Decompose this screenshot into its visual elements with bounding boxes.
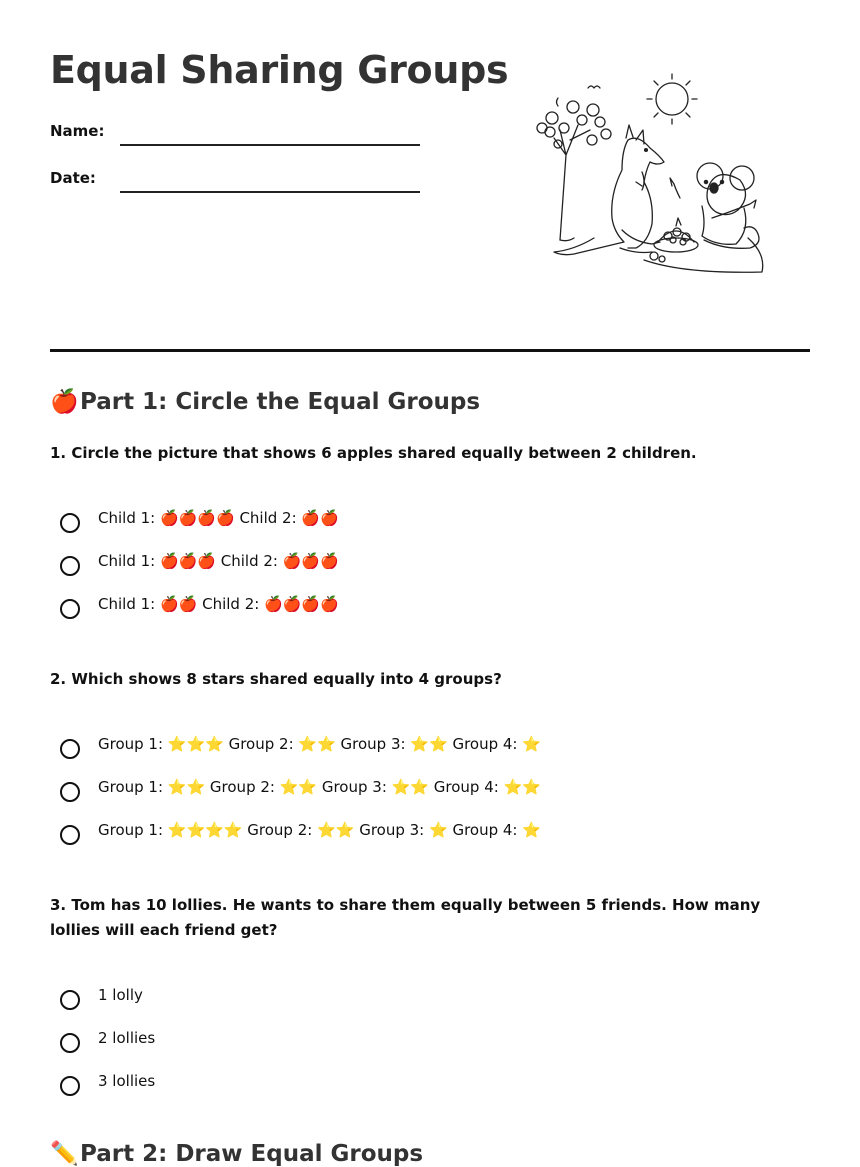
part1-heading: [50, 388, 480, 415]
sun-icon: [647, 74, 697, 124]
q3-option-3-label: 3 lollies: [98, 1072, 156, 1090]
q2-option-2-label: Group 1: ⭐⭐ Group 2: ⭐⭐ Group 3: ⭐⭐ Group 4: ⭐⭐: [98, 778, 541, 796]
q3-option-2-label: 2 lollies: [98, 1029, 156, 1047]
apple-icon: 🍎: [50, 389, 79, 415]
header-divider: [50, 349, 810, 352]
q1-option-1-label: Child 1: 🍎🍎🍎🍎 Child 2: 🍎🍎: [98, 509, 339, 527]
part1-title: Part 1: Circle the Equal Groups: [80, 389, 481, 415]
q2-option-3-label: Group 1: ⭐⭐⭐⭐ Group 2: ⭐⭐ Group 3: ⭐ Group 4: ⭐: [98, 821, 541, 839]
pencil-icon: ✏️: [50, 1141, 79, 1167]
part2-heading: [50, 1140, 423, 1167]
question-1-text: 1. Circle the picture that shows 6 apples shared equally between 2 children.: [50, 444, 697, 462]
q3-option-3-radio[interactable]: [60, 1076, 80, 1096]
question-2-text: 2. Which shows 8 stars shared equally into 4 groups?: [50, 670, 502, 688]
date-input-line[interactable]: [120, 191, 420, 193]
q1-option-3-radio[interactable]: [60, 599, 80, 619]
q1-option-2-label: Child 1: 🍎🍎🍎 Child 2: 🍎🍎🍎: [98, 552, 339, 570]
worksheet-title: Equal Sharing Groups: [50, 48, 509, 92]
date-label: Date:: [50, 169, 96, 187]
tree-icon: [537, 98, 611, 241]
q2-option-3-radio[interactable]: [60, 825, 80, 845]
q1-option-1-radio[interactable]: [60, 513, 80, 533]
q2-option-1-radio[interactable]: [60, 739, 80, 759]
q1-option-2-radio[interactable]: [60, 556, 80, 576]
part2-title: Part 2: Draw Equal Groups: [80, 1141, 424, 1167]
date-field: [50, 165, 430, 195]
name-label: Name:: [50, 122, 105, 140]
q1-option-3-label: Child 1: 🍎🍎 Child 2: 🍎🍎🍎🍎: [98, 595, 339, 613]
q3-option-1-label: 1 lolly: [98, 986, 143, 1004]
q3-option-1-radio[interactable]: [60, 990, 80, 1010]
q2-option-2-radio[interactable]: [60, 782, 80, 802]
q3-option-2-radio[interactable]: [60, 1033, 80, 1053]
q2-option-1-label: Group 1: ⭐⭐⭐ Group 2: ⭐⭐ Group 3: ⭐⭐ Group 4: ⭐: [98, 735, 541, 753]
name-input-line[interactable]: [120, 144, 420, 146]
question-3-text: 3. Tom has 10 lollies. He wants to share them equally between 5 friends. How many lollies will each friend get?: [50, 896, 761, 939]
name-field: [50, 118, 430, 148]
picnic-bowl-icon: [650, 218, 698, 262]
kangaroo-koala-picnic-illustration: [530, 60, 780, 290]
